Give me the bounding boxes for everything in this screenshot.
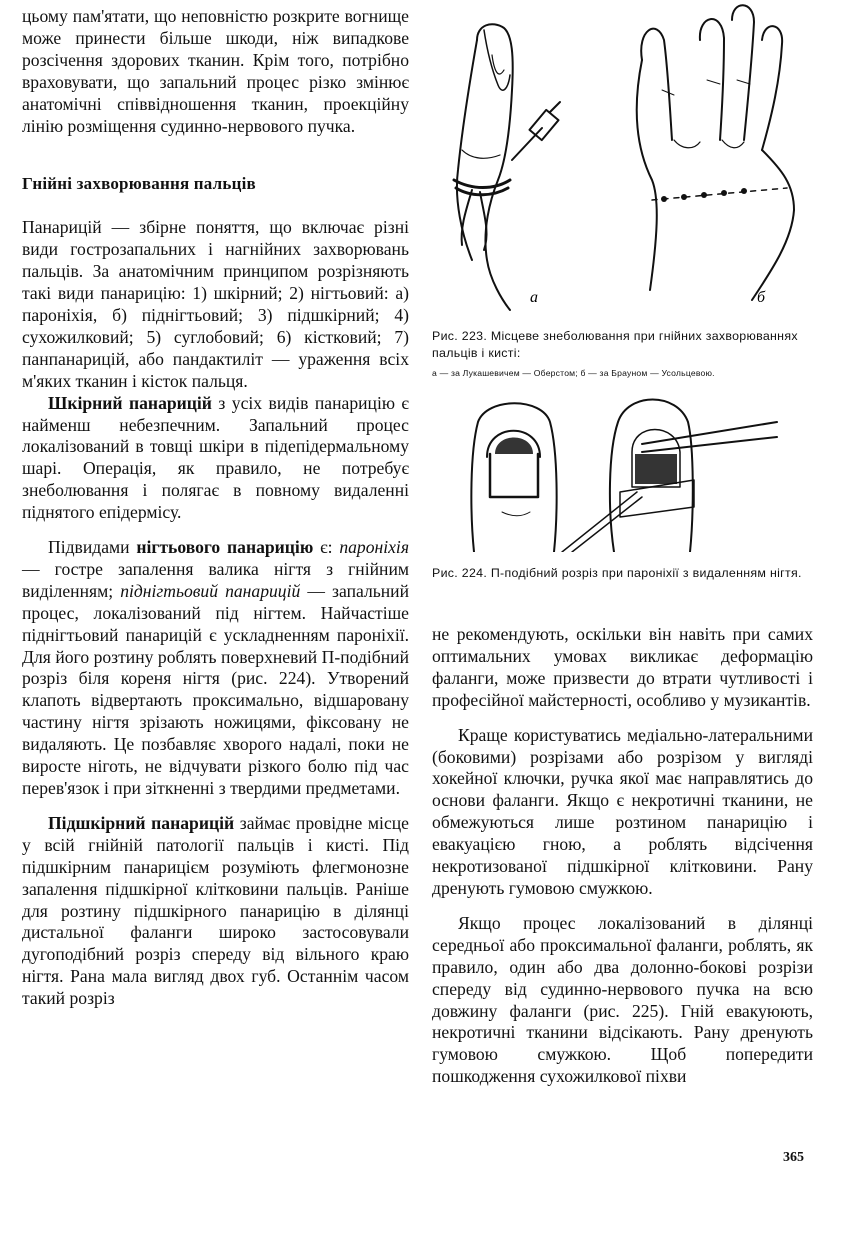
paragraph-text: займає провідне місце у всій гнійній патології пальців і кисті. Під підшкірним панарицієм розуміють флегмонозне запалення підшкірної клітковини пальців. Раніше для розтину підшкірного панарицію в ділянці дистальної фаланги широко застосовували дугоподібний розріз спереду від вільного краю нігтя. Рана мала вигляд двох губ. Останнім часом такий розріз — [22, 812, 409, 1009]
paragraph-middle-phalanx: Якщо процес локалізований в ділянці середньої або проксимальної фаланги, роблять, як правило, один або два долонно-бокові розрізи спереду від судинно-нервового пучка на всю довжину фаланги (рис. 225). Гній евакуюють, некротичні тканини відсікають. Рану дренують гумовою смужкою. Щоб попередити пошкодження сухожилкової піхви — [432, 912, 813, 1087]
paragraph-not-recommended: не рекомендують, оскільки він навіть при самих оптимальних умовах викликає деформацію фаланги, може призвести до втрати чутливості і професійної майстерності, особливо у музикантів. — [432, 624, 813, 710]
paragraph-text: — гостре запалення валика нігтя з гнійним виділенням; — [22, 558, 409, 601]
finger-outline — [471, 403, 556, 552]
paragraph-nail-panarytsiy — [22, 537, 409, 800]
section-heading: Гнійні захворювання пальців — [22, 174, 256, 194]
paragraph-text: є: — [313, 537, 340, 558]
hand-outline — [641, 29, 672, 140]
figure-223-subcaption: а — за Лукашевичем — Оберстом; б — за Брауном — Усольцевою. — [432, 368, 715, 378]
page-number: 365 — [783, 1150, 804, 1165]
figure-223-label-a: а — [530, 289, 538, 306]
paragraph-lateral-incisions: Краще користуватись медіально-латеральними (боковими) розрізами або розрізом у вигляді хокейної ключки, ручка якої має направлятись до основи фаланги. Якщо є некротичні тканини, не обмежуються лише розтином панарицію і евакуацією гною, а роблять відсічення некротизованої підшкірної клітковини. Рану дренують гумовою смужкою. — [432, 724, 813, 898]
paragraph-text: з усіх видів панарицію є найменш небезпечним. Запальний процес локалізований в товщі шкіри в підепідермальному шарі. Операція, як правило, не потребує знеболювання і полягає в повному видаленні піднятого епідермісу. — [22, 392, 409, 523]
term-subcutaneous-panarytsiy: Підшкірний панарицій — [48, 812, 235, 833]
figure-223-label-b: б — [757, 289, 766, 306]
term-skin-panarytsiy: Шкірний панарицій — [48, 392, 212, 413]
term-nail-panarytsiy: нігтьового панарицію — [136, 537, 314, 558]
figure-223-hand-anesthesia — [432, 0, 827, 330]
paragraph-panarytsiy-definition: Панарицій — збірне поняття, що включає різні види гострозапальних і нагнійних захворювань пальців. За анатомічним принципом розрізняють такі види панарицію: 1) шкірний; 2) нігтьовий: а) пароніхія, б) піднігтьовий; 3) підшкірний; 4) сухожилковий; 5) суглобовий; 6) кістковий; 7) панпанарицій, або пандактиліт — ураження всіх м'яких тканин і кісток пальця. — [22, 217, 409, 391]
intro-paragraph: цьому пам'ятати, що неповністю розкрите вогнище може принести більше шкоди, ніж випадкове розсічення здорових тканин. Крім того, потрібно враховувати, що запальний процес різко змінює анатомічні співвідношення тканин, проекційну лінію розміщення судинно-нервового пучка. — [22, 6, 409, 136]
figure-223-caption: Рис. 223. Місцеве знеболювання при гнійних захворюваннях пальців і кисті: — [432, 329, 798, 360]
figure-224-caption: Рис. 224. П-подібний розріз при пароніхії з видаленням нігтя. — [432, 566, 802, 580]
paragraph-text: Підвидами — [48, 537, 137, 558]
figure-224-nail-incision — [432, 392, 827, 552]
left-column — [22, 6, 409, 1010]
term-subungual: піднігтьовий панарицій — [120, 580, 301, 601]
paragraph-skin-panarytsiy — [22, 393, 409, 524]
paragraph-subcutaneous-panarytsiy — [22, 813, 409, 1010]
term-paronychia: пароніхія — [339, 537, 409, 558]
paragraph-text: — запальний процес, локалізований під нігтем. Найчастіше піднігтьовий панарицій є ускладненням пароніхії. Для його розтину роблять поверхневий П-подібний розріз біля кореня нігтя (рис. 224). Утворений клапоть відвертають проксимально, відшаровану частину нігтя зрізають ножицями, фіксовану не видаляють. Це позбавляє хворого надалі, поки не виросте ніготь, не відчувати різкого болю під час перев'язок і при зіткненні з твердими предметами. — [22, 580, 409, 798]
right-column — [432, 624, 813, 1088]
